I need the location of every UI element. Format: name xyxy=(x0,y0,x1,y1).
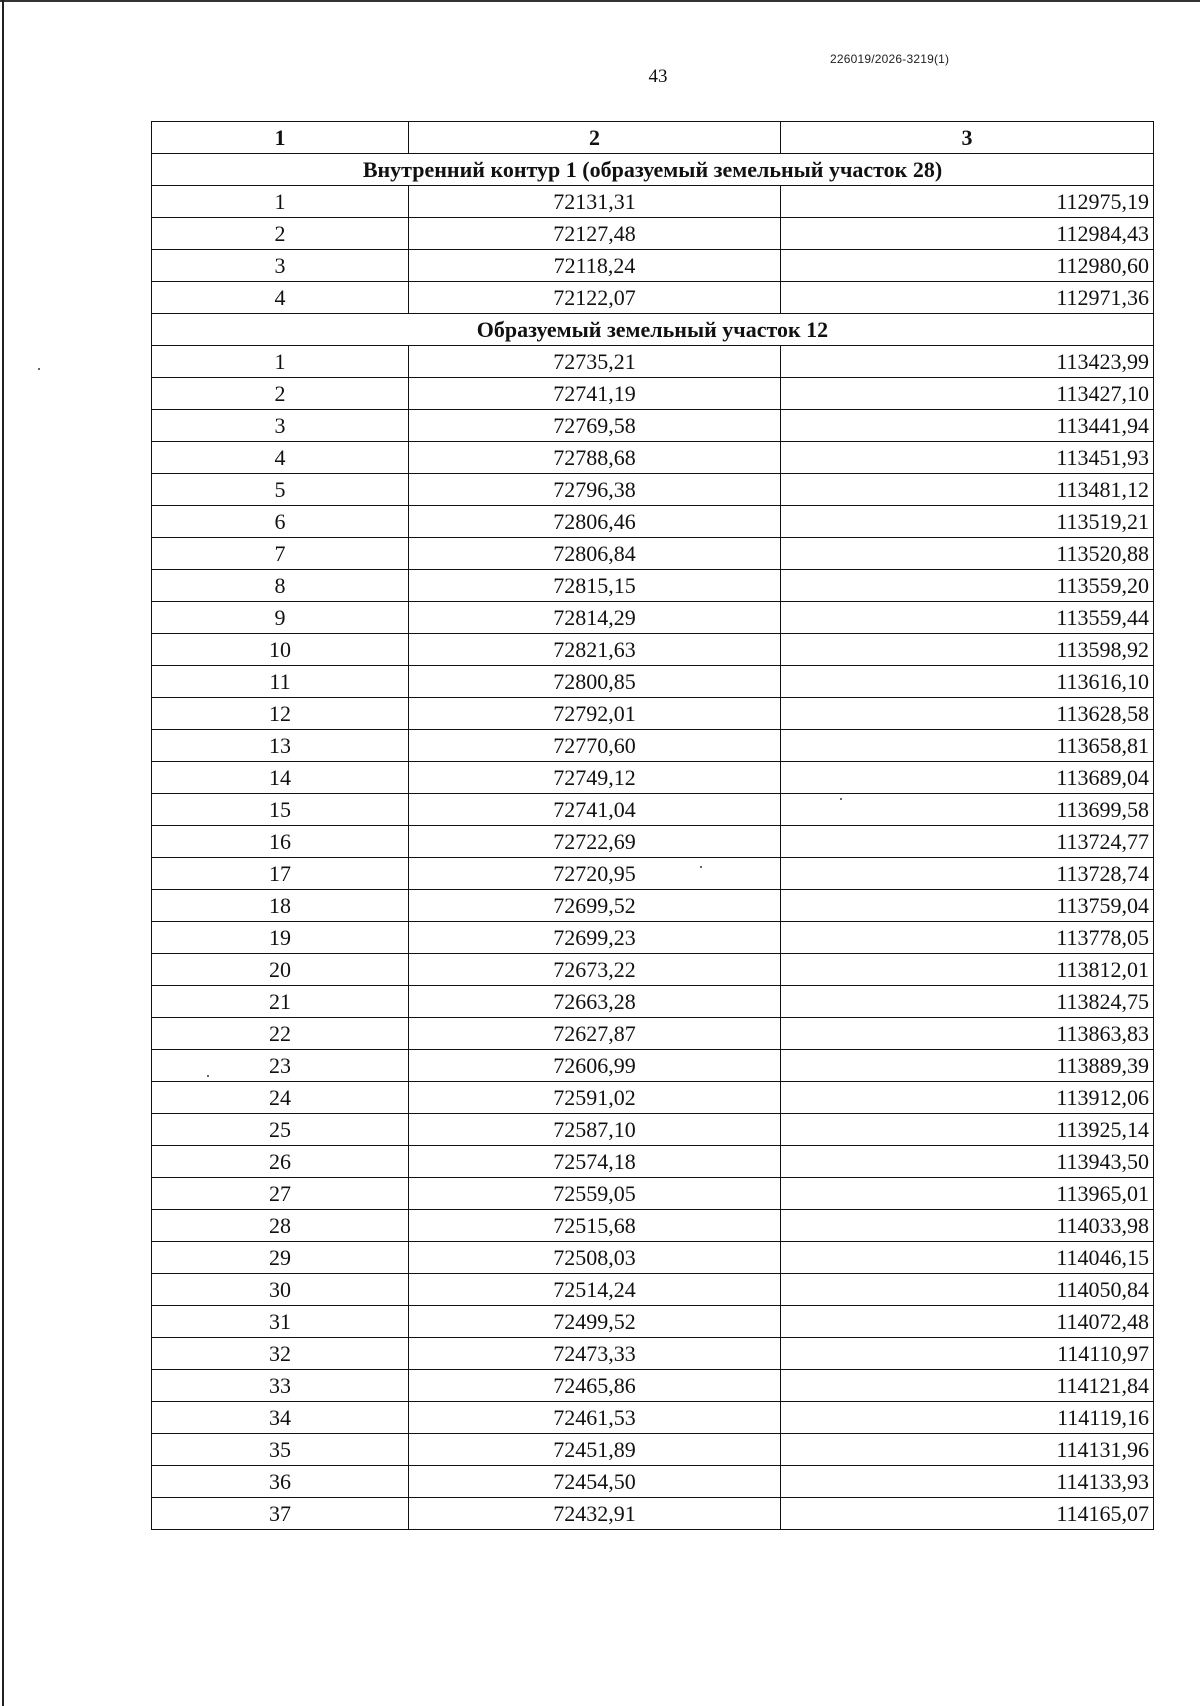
coordinates-table xyxy=(151,121,1154,1530)
x-coordinate-cell: 72432,91 xyxy=(409,1498,781,1530)
y-coordinate-cell: 113628,58 xyxy=(781,698,1154,730)
y-coordinate-cell: 114131,96 xyxy=(781,1434,1154,1466)
point-number-cell: 34 xyxy=(152,1402,409,1434)
x-coordinate-cell: 72814,29 xyxy=(409,602,781,634)
y-coordinate-cell: 113598,92 xyxy=(781,634,1154,666)
x-coordinate-cell: 72499,52 xyxy=(409,1306,781,1338)
point-number-cell: 2 xyxy=(152,378,409,410)
section-title: Образуемый земельный участок 12 xyxy=(152,314,1154,346)
point-number-cell: 14 xyxy=(152,762,409,794)
y-coordinate-cell: 114133,93 xyxy=(781,1466,1154,1498)
point-number-cell: 9 xyxy=(152,602,409,634)
x-coordinate-cell: 72465,86 xyxy=(409,1370,781,1402)
x-coordinate-cell: 72735,21 xyxy=(409,346,781,378)
x-coordinate-cell: 72741,04 xyxy=(409,794,781,826)
x-coordinate-cell: 72769,58 xyxy=(409,410,781,442)
x-coordinate-cell: 72722,69 xyxy=(409,826,781,858)
point-number-cell: 36 xyxy=(152,1466,409,1498)
x-coordinate-cell: 72663,28 xyxy=(409,986,781,1018)
point-number-cell: 5 xyxy=(152,474,409,506)
y-coordinate-cell: 113699,58 xyxy=(781,794,1154,826)
point-number-cell: 15 xyxy=(152,794,409,826)
point-number-cell: 24 xyxy=(152,1082,409,1114)
table-row xyxy=(152,346,1154,378)
x-coordinate-cell: 72788,68 xyxy=(409,442,781,474)
y-coordinate-cell: 114046,15 xyxy=(781,1242,1154,1274)
point-number-cell: 35 xyxy=(152,1434,409,1466)
point-number-cell: 6 xyxy=(152,506,409,538)
table-row xyxy=(152,826,1154,858)
page-number: 43 xyxy=(648,66,668,87)
column-header: 2 xyxy=(409,122,781,154)
scan-speck xyxy=(38,368,40,370)
table-row xyxy=(152,1402,1154,1434)
section-title-row xyxy=(152,314,1154,346)
table-row xyxy=(152,634,1154,666)
x-coordinate-cell: 72796,38 xyxy=(409,474,781,506)
x-coordinate-cell: 72741,19 xyxy=(409,378,781,410)
table-row xyxy=(152,698,1154,730)
point-number-cell: 25 xyxy=(152,1114,409,1146)
point-number-cell: 21 xyxy=(152,986,409,1018)
point-number-cell: 12 xyxy=(152,698,409,730)
y-coordinate-cell: 114050,84 xyxy=(781,1274,1154,1306)
table-row xyxy=(152,1274,1154,1306)
table-row xyxy=(152,602,1154,634)
point-number-cell: 3 xyxy=(152,250,409,282)
table-row xyxy=(152,986,1154,1018)
column-header: 1 xyxy=(152,122,409,154)
y-coordinate-cell: 114119,16 xyxy=(781,1402,1154,1434)
table-row xyxy=(152,730,1154,762)
point-number-cell: 8 xyxy=(152,570,409,602)
x-coordinate-cell: 72699,52 xyxy=(409,890,781,922)
x-coordinate-cell: 72720,95 xyxy=(409,858,781,890)
y-coordinate-cell: 113441,94 xyxy=(781,410,1154,442)
y-coordinate-cell: 113427,10 xyxy=(781,378,1154,410)
table-row xyxy=(152,794,1154,826)
table-header-row xyxy=(152,122,1154,154)
point-number-cell: 1 xyxy=(152,186,409,218)
table-row xyxy=(152,250,1154,282)
table-row xyxy=(152,1018,1154,1050)
y-coordinate-cell: 113778,05 xyxy=(781,922,1154,954)
table-row xyxy=(152,1242,1154,1274)
y-coordinate-cell: 113559,20 xyxy=(781,570,1154,602)
y-coordinate-cell: 113724,77 xyxy=(781,826,1154,858)
point-number-cell: 1 xyxy=(152,346,409,378)
y-coordinate-cell: 113925,14 xyxy=(781,1114,1154,1146)
section-title-row xyxy=(152,154,1154,186)
y-coordinate-cell: 114072,48 xyxy=(781,1306,1154,1338)
table-row xyxy=(152,1114,1154,1146)
table-row xyxy=(152,1050,1154,1082)
scan-speck xyxy=(840,798,842,800)
y-coordinate-cell: 113658,81 xyxy=(781,730,1154,762)
x-coordinate-cell: 72122,07 xyxy=(409,282,781,314)
point-number-cell: 4 xyxy=(152,442,409,474)
y-coordinate-cell: 114033,98 xyxy=(781,1210,1154,1242)
y-coordinate-cell: 113912,06 xyxy=(781,1082,1154,1114)
point-number-cell: 13 xyxy=(152,730,409,762)
x-coordinate-cell: 72131,31 xyxy=(409,186,781,218)
x-coordinate-cell: 72800,85 xyxy=(409,666,781,698)
table-row xyxy=(152,1178,1154,1210)
point-number-cell: 29 xyxy=(152,1242,409,1274)
point-number-cell: 16 xyxy=(152,826,409,858)
y-coordinate-cell: 114165,07 xyxy=(781,1498,1154,1530)
y-coordinate-cell: 113824,75 xyxy=(781,986,1154,1018)
column-header: 3 xyxy=(781,122,1154,154)
x-coordinate-cell: 72515,68 xyxy=(409,1210,781,1242)
table-row xyxy=(152,1306,1154,1338)
x-coordinate-cell: 72792,01 xyxy=(409,698,781,730)
table-row xyxy=(152,538,1154,570)
x-coordinate-cell: 72770,60 xyxy=(409,730,781,762)
x-coordinate-cell: 72806,84 xyxy=(409,538,781,570)
table-row xyxy=(152,890,1154,922)
y-coordinate-cell: 112975,19 xyxy=(781,186,1154,218)
y-coordinate-cell: 113812,01 xyxy=(781,954,1154,986)
table-row xyxy=(152,858,1154,890)
table-row xyxy=(152,922,1154,954)
point-number-cell: 32 xyxy=(152,1338,409,1370)
y-coordinate-cell: 114110,97 xyxy=(781,1338,1154,1370)
table-row xyxy=(152,1338,1154,1370)
scan-speck xyxy=(207,1075,209,1077)
x-coordinate-cell: 72559,05 xyxy=(409,1178,781,1210)
x-coordinate-cell: 72473,33 xyxy=(409,1338,781,1370)
point-number-cell: 28 xyxy=(152,1210,409,1242)
x-coordinate-cell: 72627,87 xyxy=(409,1018,781,1050)
point-number-cell: 3 xyxy=(152,410,409,442)
y-coordinate-cell: 113616,10 xyxy=(781,666,1154,698)
scan-edge-left xyxy=(2,0,4,1706)
x-coordinate-cell: 72127,48 xyxy=(409,218,781,250)
x-coordinate-cell: 72118,24 xyxy=(409,250,781,282)
y-coordinate-cell: 113423,99 xyxy=(781,346,1154,378)
y-coordinate-cell: 113728,74 xyxy=(781,858,1154,890)
table-row xyxy=(152,1498,1154,1530)
table-row xyxy=(152,1434,1154,1466)
x-coordinate-cell: 72587,10 xyxy=(409,1114,781,1146)
y-coordinate-cell: 112980,60 xyxy=(781,250,1154,282)
point-number-cell: 10 xyxy=(152,634,409,666)
x-coordinate-cell: 72606,99 xyxy=(409,1050,781,1082)
x-coordinate-cell: 72451,89 xyxy=(409,1434,781,1466)
x-coordinate-cell: 72673,22 xyxy=(409,954,781,986)
table-row xyxy=(152,1370,1154,1402)
y-coordinate-cell: 113943,50 xyxy=(781,1146,1154,1178)
x-coordinate-cell: 72749,12 xyxy=(409,762,781,794)
y-coordinate-cell: 113520,88 xyxy=(781,538,1154,570)
point-number-cell: 30 xyxy=(152,1274,409,1306)
table-row xyxy=(152,1466,1154,1498)
point-number-cell: 19 xyxy=(152,922,409,954)
table-row xyxy=(152,954,1154,986)
y-coordinate-cell: 112984,43 xyxy=(781,218,1154,250)
x-coordinate-cell: 72574,18 xyxy=(409,1146,781,1178)
x-coordinate-cell: 72454,50 xyxy=(409,1466,781,1498)
y-coordinate-cell: 113481,12 xyxy=(781,474,1154,506)
point-number-cell: 33 xyxy=(152,1370,409,1402)
y-coordinate-cell: 113559,44 xyxy=(781,602,1154,634)
y-coordinate-cell: 113889,39 xyxy=(781,1050,1154,1082)
point-number-cell: 27 xyxy=(152,1178,409,1210)
table-row xyxy=(152,1082,1154,1114)
y-coordinate-cell: 112971,36 xyxy=(781,282,1154,314)
x-coordinate-cell: 72461,53 xyxy=(409,1402,781,1434)
x-coordinate-cell: 72699,23 xyxy=(409,922,781,954)
y-coordinate-cell: 113965,01 xyxy=(781,1178,1154,1210)
table-row xyxy=(152,570,1154,602)
section-title: Внутренний контур 1 (образуемый земельный участок 28) xyxy=(152,154,1154,186)
table-row xyxy=(152,378,1154,410)
x-coordinate-cell: 72591,02 xyxy=(409,1082,781,1114)
y-coordinate-cell: 113519,21 xyxy=(781,506,1154,538)
point-number-cell: 4 xyxy=(152,282,409,314)
x-coordinate-cell: 72821,63 xyxy=(409,634,781,666)
y-coordinate-cell: 113451,93 xyxy=(781,442,1154,474)
point-number-cell: 11 xyxy=(152,666,409,698)
table-row xyxy=(152,666,1154,698)
scan-speck xyxy=(700,866,702,868)
point-number-cell: 37 xyxy=(152,1498,409,1530)
point-number-cell: 23 xyxy=(152,1050,409,1082)
y-coordinate-cell: 113863,83 xyxy=(781,1018,1154,1050)
y-coordinate-cell: 113689,04 xyxy=(781,762,1154,794)
y-coordinate-cell: 114121,84 xyxy=(781,1370,1154,1402)
point-number-cell: 18 xyxy=(152,890,409,922)
scan-edge-top xyxy=(0,0,1200,2)
table-row xyxy=(152,282,1154,314)
document-number: 226019/2026-3219(1) xyxy=(830,52,950,66)
table-row xyxy=(152,410,1154,442)
point-number-cell: 17 xyxy=(152,858,409,890)
table-row xyxy=(152,474,1154,506)
point-number-cell: 22 xyxy=(152,1018,409,1050)
point-number-cell: 7 xyxy=(152,538,409,570)
point-number-cell: 20 xyxy=(152,954,409,986)
point-number-cell: 26 xyxy=(152,1146,409,1178)
y-coordinate-cell: 113759,04 xyxy=(781,890,1154,922)
table-row xyxy=(152,218,1154,250)
x-coordinate-cell: 72815,15 xyxy=(409,570,781,602)
table-body xyxy=(152,154,1154,1530)
x-coordinate-cell: 72508,03 xyxy=(409,1242,781,1274)
table-row xyxy=(152,762,1154,794)
point-number-cell: 31 xyxy=(152,1306,409,1338)
table-row xyxy=(152,1210,1154,1242)
table-row xyxy=(152,442,1154,474)
table-row xyxy=(152,506,1154,538)
x-coordinate-cell: 72514,24 xyxy=(409,1274,781,1306)
x-coordinate-cell: 72806,46 xyxy=(409,506,781,538)
table-row xyxy=(152,186,1154,218)
point-number-cell: 2 xyxy=(152,218,409,250)
table-row xyxy=(152,1146,1154,1178)
